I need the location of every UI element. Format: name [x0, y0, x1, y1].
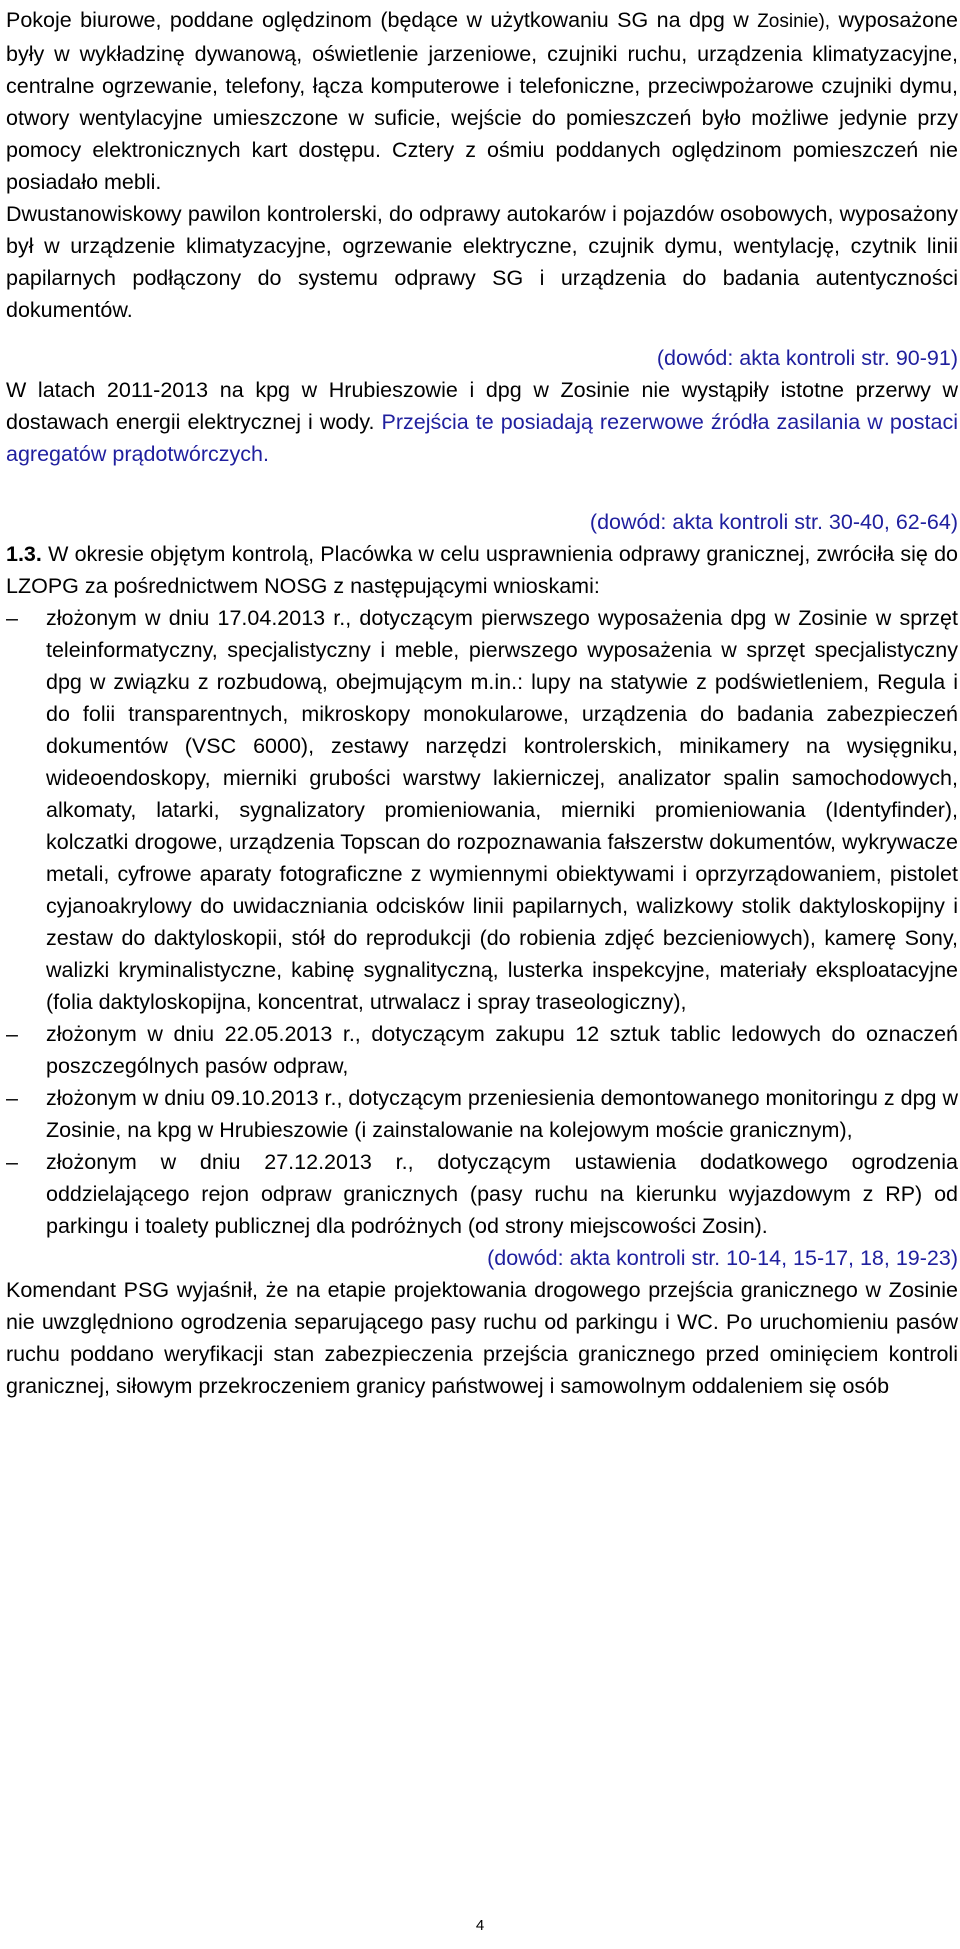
evidence-reference-2: (dowód: akta kontroli str. 30-40, 62-64) [589, 510, 958, 534]
dash-bullet-icon: – [6, 1150, 18, 1174]
section-1-3-intro [6, 538, 958, 602]
list-item [6, 1082, 958, 1146]
list-item-text: złożonym w dniu 17.04.2013 r., dotyczącym pierwszego wyposażenia dpg w Zosinie w sprzęt teleinformatyczny, specjalistyczny i meble, pierwszego wyposażenia w sprzęt specjalistyczny dpg w związku z rozbudową, obejmującym m.in.: lupy na statywie z podświetleniem, Regula i do folii transparentnych, mikroskopy monokularowe, urządzenia do badania zabezpieczeń dokumentów (VSC 6000), zestawy narzędzi kontrolerskich, minikamery na wysięgniku, wideoendoskopy, mierniki grubości warstwy lakierniczej, analizator spalin samochodowych, alkomaty, latarki, sygnalizatory promieniowania, mierniki promieniowania (Identyfinder), kolczatki drogowe, urządzenia Topscan do rozpoznawania fałszerstw dokumentów, wykrywacze metali, cyfrowe aparaty fotograficzne z wymiennymi obiektywami i oprzyrządowaniem, pistolet cyjanoakrylowy do uwidaczniania odcisków linii papilarnych, walizkowy stolik daktyloskopijny i zestaw do daktyloskopii, stół do reprodukcji (do robienia zdjęć bezcieniowych), kamerę Sony, walizki kryminalistyczne, kabinę sygnalityczną, lusterka inspekcyjne, materiały eksploatacyjne (folia daktyloskopijna, koncentrat, utrwalacz i spray traseologiczny), [46, 606, 958, 1014]
paragraph-office-rooms [6, 4, 958, 198]
paragraph-power-supply-text: W latach 2011-2013 na kpg w Hrubieszowie i dpg w Zosinie nie wystąpiły istotne przerwy w dostawach energii elektrycznej i wody. [6, 378, 958, 434]
paragraph-control-pavilion: Dwustanowiskowy pawilon kontrolerski, do odprawy autokarów i pojazdów osobowych, wyposażony był w urządzenie klimatyzacyjne, ogrzewanie elektryczne, czujnik dymu, wentylację, czytnik linii papilarnych podłączony do systemu odprawy SG i urządzenia do badania autentyczności dokumentów. [6, 202, 958, 322]
list-item [6, 1146, 958, 1242]
requests-list [6, 602, 958, 1242]
list-item [6, 602, 958, 1018]
list-item-text: złożonym w dniu 27.12.2013 r., dotyczącym ustawienia dodatkowego ogrodzenia oddzielającego rejon odpraw granicznych (pasy ruchu na kierunku wyjazdowym z RP) od parkingu i toalety publicznej dla podróżnych (od strony miejscowości Zosin). [46, 1150, 958, 1238]
paragraph-office-rooms-rest: wyposażone były w wykładzinę dywanową, oświetlenie jarzeniowe, czujniki ruchu, urządzenia klimatyzacyjne, centralne ogrzewanie, telefony, łącza komputerowe i telefoniczne, przeciwpożarowe czujniki dymu, otwory wentylacyjne umieszczone w suficie, wejście do pomieszczeń było możliwe jedynie przy pomocy elektronicznych kart dostępu. Cztery z ośmiu poddanych oględzinom pomieszczeń nie posiadało mebli. [6, 8, 959, 194]
section-intro-text: W okresie objętym kontrolą, Placówka w celu usprawnienia odprawy granicznej, zwróciła się do LZOPG za pośrednictwem NOSG z następującymi wnioskami: [6, 542, 958, 598]
page-number: 4 [475, 1917, 485, 1934]
dash-bullet-icon: – [6, 1022, 18, 1046]
document-body [6, 4, 958, 1402]
list-item-text: złożonym w dniu 22.05.2013 r., dotyczącym zakupu 12 sztuk tablic ledowych do oznaczeń poszczególnych pasów odpraw, [46, 1022, 958, 1078]
evidence-reference-3: (dowód: akta kontroli str. 10-14, 15-17, 18, 19-23) [487, 1246, 958, 1270]
list-item-text: złożonym w dniu 09.10.2013 r., dotyczącym przeniesienia demontowanego monitoringu z dpg w Zosinie, na kpg w Hrubieszowie (i zainstalowanie na kolejowym moście granicznym), [46, 1086, 958, 1142]
paragraph-backup-power-text: Przejścia te posiadają rezerwowe źródła zasilania w postaci agregatów prądotwórczych. [6, 410, 958, 466]
dash-bullet-icon: – [6, 606, 18, 630]
paragraph-office-rooms-start: Pokoje biurowe, poddane oględzinom (będące w użytkowaniu SG na dpg w [6, 8, 758, 32]
section-number: 1.3. [6, 542, 42, 566]
place-name-zosin: Zosinie), [757, 11, 831, 32]
list-item [6, 1018, 958, 1082]
paragraph-power-supply [6, 374, 958, 470]
evidence-reference-1: (dowód: akta kontroli str. 90-91) [656, 346, 958, 370]
paragraph-commander-explanation: Komendant PSG wyjaśnił, że na etapie projektowania drogowego przejścia granicznego w Zosinie nie uwzględniono ogrodzenia separującego pasy ruchu od parkingu i WC. Po uruchomieniu pasów ruchu poddano weryfikacji stan zabezpieczenia przejścia granicznego przed ominięciem kontroli granicznej, siłowym przekroczeniem granicy państwowej i samowolnym oddaleniem się osób [6, 1278, 958, 1398]
dash-bullet-icon: – [6, 1086, 18, 1110]
